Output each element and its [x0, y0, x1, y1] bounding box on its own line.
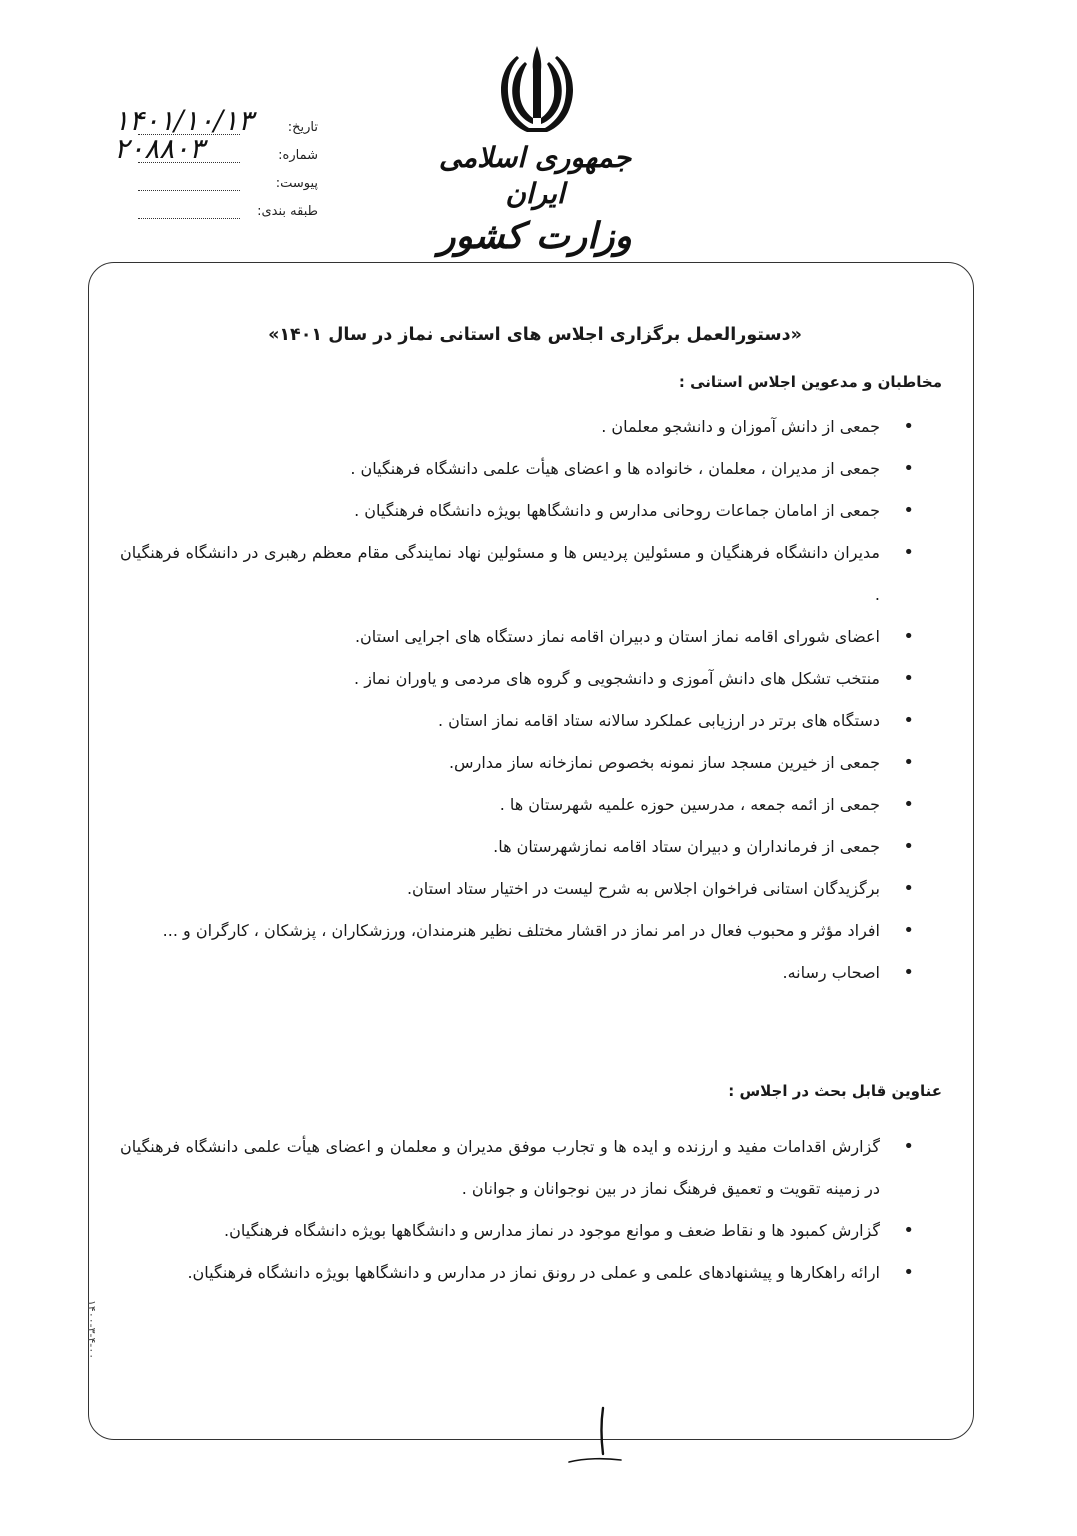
audience-item: [120, 532, 914, 616]
audience-item-text: جمعی از امامان جماعات روحانی مدارس و دانشگاهها بویژه دانشگاه فرهنگیان .: [354, 501, 880, 520]
audience-item: [120, 658, 914, 700]
audience-item: [120, 826, 914, 868]
bullet-icon: •: [903, 1220, 914, 1241]
audience-item-text: جمعی از مدیران ، معلمان ، خانواده ها و اعضای هیأت علمی دانشگاه فرهنگیان .: [350, 459, 880, 478]
topic-item: [120, 1252, 914, 1294]
classification-row: [108, 196, 318, 224]
bullet-icon: •: [903, 962, 914, 983]
audience-item: [120, 700, 914, 742]
topic-item: [120, 1210, 914, 1252]
bullet-icon: •: [903, 668, 914, 689]
attachment-label: پیوست:: [275, 176, 318, 191]
audience-item-text: دستگاه های برتر در ارزیابی عملکرد سالانه ستاد اقامه نماز استان .: [437, 711, 880, 730]
bullet-icon: •: [903, 836, 914, 857]
bullet-icon: •: [903, 752, 914, 773]
audience-item: [120, 952, 914, 994]
number-label: شماره:: [278, 148, 318, 163]
audience-item: [120, 910, 914, 952]
document-title: «دستورالعمل برگزاری اجلاس های استانی نماز در سال ۱۴۰۱»: [268, 325, 802, 345]
audience-list: [120, 406, 914, 994]
topics-heading: عناوین قابل بحث در اجلاس :: [728, 1082, 942, 1100]
audience-item-text: جمعی از ائمه جمعه ، مدرسین حوزه علمیه شهرستان ها .: [499, 795, 880, 814]
date-label: تاریخ:: [287, 120, 318, 135]
audience-item-text: اصحاب رسانه.: [782, 963, 880, 982]
topics-list: [120, 1126, 914, 1294]
bullet-icon: •: [903, 878, 914, 899]
classification-label: طبقه بندی:: [257, 204, 318, 219]
bullet-icon: •: [903, 542, 914, 563]
audience-item: [120, 784, 914, 826]
bullet-icon: •: [903, 626, 914, 647]
attachment-line: [138, 190, 240, 191]
org-line-1: جمهوری اسلامی ایران: [438, 141, 632, 210]
letter-meta: [108, 104, 318, 224]
topic-item-text: گزارش اقدامات مفید و ارزنده و ایده ها و تجارب موفق مدیران و معلمان و اعضای هیأت علمی دانشگاه فرهنگیان در زمینه تقویت و تعمیق فرهنگ نماز در بین نوجوانان و جوانان .: [120, 1137, 880, 1198]
iran-emblem-icon: [487, 40, 587, 140]
bullet-icon: •: [903, 1136, 914, 1157]
audience-item-text: برگزیدگان استانی فراخوان اجلاس به شرح لیست در اختیار ستاد استان.: [406, 879, 880, 898]
handwritten-page-number-icon: [565, 1400, 625, 1470]
bullet-icon: •: [903, 416, 914, 437]
audience-item: [120, 868, 914, 910]
audience-item-text: اعضای شورای اقامه نماز استان و دبیران اقامه نماز دستگاه های اجرایی استان.: [354, 627, 880, 646]
audience-item-text: افراد مؤثر و محبوب فعال در امر نماز در اقشار مختلف نظیر هنرمندان، ورزشکاران ، پزشکان ، کارگران و ...: [162, 921, 880, 940]
bullet-icon: •: [903, 920, 914, 941]
audience-item: [120, 616, 914, 658]
side-code: ۱۴۰۰-۳-۴-۰۰: [85, 1300, 98, 1360]
bullet-icon: •: [903, 458, 914, 479]
classification-line: [138, 218, 240, 219]
audience-item: [120, 448, 914, 490]
bullet-icon: •: [903, 1262, 914, 1283]
audience-item: [120, 490, 914, 532]
audience-item-text: منتخب تشکل های دانش آموزی و دانشجویی و گروه های مردمی و یاوران نماز .: [354, 669, 880, 688]
audience-item-text: جمعی از فرمانداران و دبیران ستاد اقامه نمازشهرستان ها.: [493, 837, 880, 856]
bullet-icon: •: [903, 500, 914, 521]
audience-item-text: مدیران دانشگاه فرهنگیان و مسئولین پردیس ها و مسئولین نهاد نمایندگی مقام معظم رهبری در دانشگاه فرهنگیان .: [120, 543, 880, 604]
bullet-icon: •: [903, 710, 914, 731]
organization-name: [420, 140, 650, 258]
audience-item: [120, 742, 914, 784]
org-line-2: وزارت کشور: [438, 215, 632, 257]
attachment-row: [108, 168, 318, 196]
date-value: ۱۴۰۱/۱۰/۱۳: [114, 104, 254, 137]
audience-heading: مخاطبان و مدعوین اجلاس استانی :: [678, 373, 942, 391]
bullet-icon: •: [903, 794, 914, 815]
audience-item: [120, 406, 914, 448]
number-row: [108, 132, 318, 168]
audience-item-text: جمعی از خیرین مسجد ساز نمونه بخصوص نمازخانه ساز مدارس.: [448, 753, 880, 772]
topic-item-text: گزارش کمبود ها و نقاط ضعف و موانع موجود در نماز مدارس و دانشگاهها بویژه دانشگاه فرهنگیان.: [224, 1221, 880, 1240]
topic-item: [120, 1126, 914, 1210]
audience-item-text: جمعی از دانش آموزان و دانشجو معلمان .: [601, 417, 880, 436]
number-value: ۲۰۸۸۰۳: [114, 132, 205, 165]
topic-item-text: ارائه راهکارها و پیشنهادهای علمی و عملی در رونق نماز در مدارس و دانشگاهها بویژه دانشگاه فرهنگیان.: [187, 1263, 880, 1282]
